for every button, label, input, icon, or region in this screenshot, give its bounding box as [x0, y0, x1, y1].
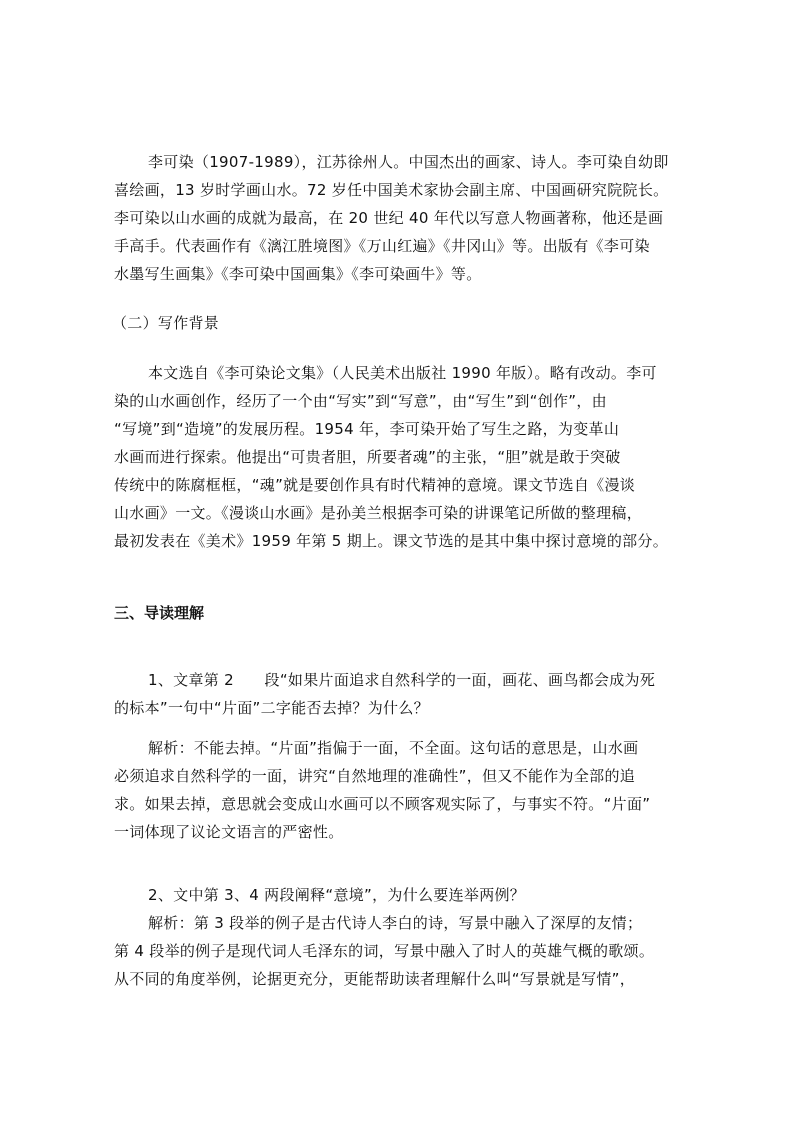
- question-1-line-2: 的标本”一句中“片面”二字能否去掉？为什么？: [114, 699, 429, 717]
- answer-1-line-3: 求。如果去掉，意思就会变成山水画可以不顾客观实际了，与事实不符。“片面”: [114, 795, 651, 813]
- background-line-5: 传统中的陈腐框框，“魂”就是要创作具有时代精神的意境。课文节选自《漫谈: [114, 476, 636, 494]
- question-1-line-1: 1、文章第 2 段“如果片面追求自然科学的一面，画花、画鸟都会成为死: [148, 671, 656, 689]
- answer-1-line-1: 解析：不能去掉。“片面”指偏于一面，不全面。这句话的意思是，山水画: [148, 739, 639, 757]
- answer-1-line-2: 必须追求自然科学的一面，讲究“自然地理的准确性”，但又不能作为全部的追: [114, 767, 636, 785]
- bio-line-2: 喜绘画，13 岁时学画山水。72 岁任中国美术家协会副主席、中国画研究院院长。: [114, 181, 669, 199]
- question-2-line: 2、文中第 3、4 两段阐释“意境”，为什么要连举两例？: [148, 886, 526, 904]
- section3-title: 三、导读理解: [114, 604, 205, 622]
- background-line-7: 最初发表在《美术》1959 年第 5 期上。课文节选的是其中集中探讨意境的部分。: [114, 532, 669, 550]
- answer-2-line-2: 第 4 段举的例子是现代词人毛泽东的词，写景中融入了时人的英雄气概的歌颂。: [114, 942, 655, 960]
- background-line-3: “写境”到“造境”的发展历程。1954 年，李可染开始了写生之路，为变革山: [114, 420, 620, 438]
- bio-line-4: 手高手。代表画作有《漓江胜境图》《万山红遍》《井冈山》等。出版有《李可染: [114, 237, 650, 255]
- bio-line-1: 李可染（1907-1989），江苏徐州人。中国杰出的画家、诗人。李可染自幼即: [148, 153, 669, 171]
- answer-2-line-3: 从不同的角度举例，论据更充分，更能帮助读者理解什么叫“写景就是写情”，: [114, 970, 636, 988]
- background-line-6: 山水画》一文。《漫谈山水画》是孙美兰根据李可染的讲课笔记所做的整理稿，: [114, 504, 643, 522]
- section-background-title: （二）写作背景: [112, 314, 220, 332]
- answer-1-line-4: 一词体现了议论文语言的严密性。: [114, 823, 344, 841]
- background-line-4: 水画而进行探索。他提出“可贵者胆，所要者魂”的主张，“胆”就是敢于突破: [114, 448, 621, 466]
- background-line-1: 本文选自《李可染论文集》（人民美术出版社 1990 年版）。略有改动。李可: [148, 364, 657, 382]
- answer-2-line-1: 解析：第 3 段举的例子是古代诗人李白的诗，写景中融入了深厚的友情；: [148, 914, 643, 932]
- background-line-2: 染的山水画创作，经历了一个由“写实”到“写意”，由“写生”到“创作”，由: [114, 392, 607, 410]
- bio-line-3: 李可染以山水画的成就为最高，在 20 世纪 40 年代以写意人物画著称，他还是画: [114, 209, 664, 227]
- bio-line-5: 水墨写生画集》《李可染中国画集》《李可染画牛》等。: [114, 265, 482, 283]
